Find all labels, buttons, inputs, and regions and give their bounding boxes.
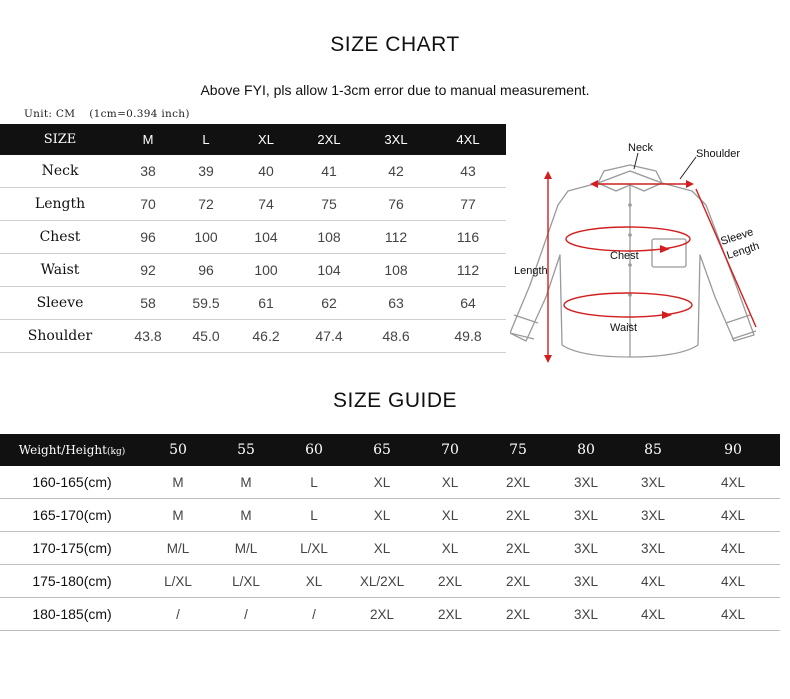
unit-conversion: (1cm=0.394 inch) bbox=[89, 108, 190, 120]
measurement-value: 39 bbox=[176, 155, 236, 188]
size-guide-header bbox=[0, 434, 780, 466]
size-chart-row bbox=[0, 188, 506, 221]
size-chart-header bbox=[0, 124, 506, 155]
recommended-size: / bbox=[144, 598, 212, 631]
length-label: Length bbox=[514, 265, 548, 277]
recommended-size: L bbox=[280, 466, 348, 499]
recommended-size: 3XL bbox=[552, 565, 620, 598]
neck-label: Neck bbox=[628, 142, 654, 154]
size-chart-header-cell: L bbox=[176, 124, 236, 155]
sleeve-length-label: Length bbox=[725, 240, 761, 262]
height-label: 160-165(cm) bbox=[0, 466, 144, 499]
measurement-value: 43 bbox=[430, 155, 506, 188]
size-chart-row bbox=[0, 320, 506, 353]
recommended-size: 2XL bbox=[484, 598, 552, 631]
measurement-value: 47.4 bbox=[296, 320, 362, 353]
recommended-size: 4XL bbox=[686, 532, 780, 565]
measurement-value: 70 bbox=[120, 188, 176, 221]
measurement-label: Neck bbox=[0, 155, 120, 188]
recommended-size: M/L bbox=[144, 532, 212, 565]
recommended-size: XL bbox=[280, 565, 348, 598]
size-chart-header-cell: 3XL bbox=[362, 124, 430, 155]
measurement-value: 63 bbox=[362, 287, 430, 320]
size-guide-row bbox=[0, 499, 780, 532]
measurement-value: 77 bbox=[430, 188, 506, 221]
measurement-value: 48.6 bbox=[362, 320, 430, 353]
recommended-size: M bbox=[144, 466, 212, 499]
measurement-value: 76 bbox=[362, 188, 430, 221]
measurement-value: 58 bbox=[120, 287, 176, 320]
recommended-size: L bbox=[280, 499, 348, 532]
measurement-label: Shoulder bbox=[0, 320, 120, 353]
size-chart-header-cell: M bbox=[120, 124, 176, 155]
measurement-value: 100 bbox=[176, 221, 236, 254]
size-guide-row bbox=[0, 532, 780, 565]
weight-header-cell: 60 bbox=[280, 434, 348, 466]
weight-header-cell: 50 bbox=[144, 434, 212, 466]
size-chart-header-cell: SIZE bbox=[0, 124, 120, 155]
measurement-value: 108 bbox=[362, 254, 430, 287]
size-chart-header-cell: XL bbox=[236, 124, 296, 155]
recommended-size: 2XL bbox=[484, 499, 552, 532]
recommended-size: 4XL bbox=[686, 565, 780, 598]
measurement-value: 41 bbox=[296, 155, 362, 188]
weight-height-label: Weight/Height bbox=[18, 443, 107, 457]
recommended-size: 2XL bbox=[484, 565, 552, 598]
measurement-note: Above FYI, pls allow 1-3cm error due to manual measurement. bbox=[200, 82, 590, 98]
recommended-size: 3XL bbox=[620, 466, 686, 499]
shoulder-arrow-right bbox=[686, 180, 694, 188]
recommended-size: 4XL bbox=[620, 565, 686, 598]
recommended-size: 3XL bbox=[620, 532, 686, 565]
sleeve-label: Sleeve bbox=[719, 226, 755, 248]
recommended-size: 3XL bbox=[552, 499, 620, 532]
measurement-value: 59.5 bbox=[176, 287, 236, 320]
recommended-size: M/L bbox=[212, 532, 280, 565]
recommended-size: M bbox=[144, 499, 212, 532]
measurement-value: 64 bbox=[430, 287, 506, 320]
length-arrow-bottom bbox=[544, 355, 552, 363]
recommended-size: 4XL bbox=[686, 598, 780, 631]
length-arrow-top bbox=[544, 171, 552, 179]
recommended-size: 2XL bbox=[348, 598, 416, 631]
weight-height-header bbox=[0, 434, 144, 466]
chest-arrow bbox=[660, 245, 670, 253]
measurement-value: 116 bbox=[430, 221, 506, 254]
height-label: 165-170(cm) bbox=[0, 499, 144, 532]
shoulder-label: Shoulder bbox=[696, 148, 741, 160]
measurement-value: 112 bbox=[430, 254, 506, 287]
recommended-size: L/XL bbox=[212, 565, 280, 598]
measurement-value: 96 bbox=[176, 254, 236, 287]
recommended-size: 4XL bbox=[686, 466, 780, 499]
measurement-value: 104 bbox=[296, 254, 362, 287]
recommended-size: 2XL bbox=[484, 532, 552, 565]
recommended-size: / bbox=[212, 598, 280, 631]
recommended-size: / bbox=[280, 598, 348, 631]
recommended-size: 2XL bbox=[416, 598, 484, 631]
measurement-label: Length bbox=[0, 188, 120, 221]
recommended-size: 2XL bbox=[416, 565, 484, 598]
weight-header-cell: 70 bbox=[416, 434, 484, 466]
chest-label: Chest bbox=[610, 250, 639, 262]
recommended-size: 4XL bbox=[686, 499, 780, 532]
recommended-size: M bbox=[212, 499, 280, 532]
measurement-value: 46.2 bbox=[236, 320, 296, 353]
height-label: 170-175(cm) bbox=[0, 532, 144, 565]
measurement-value: 62 bbox=[296, 287, 362, 320]
recommended-size: 4XL bbox=[620, 598, 686, 631]
measurement-label: Sleeve bbox=[0, 287, 120, 320]
height-label: 175-180(cm) bbox=[0, 565, 144, 598]
shirt-button bbox=[628, 203, 632, 207]
recommended-size: M bbox=[212, 466, 280, 499]
size-guide-table bbox=[0, 434, 780, 631]
unit-label: Unit: CM bbox=[24, 108, 76, 120]
size-guide-row bbox=[0, 466, 780, 499]
size-guide-title: SIZE GUIDE bbox=[332, 389, 458, 412]
measurement-value: 40 bbox=[236, 155, 296, 188]
size-chart-row bbox=[0, 155, 506, 188]
recommended-size: XL bbox=[416, 499, 484, 532]
unit-note bbox=[24, 108, 190, 120]
measurement-value: 43.8 bbox=[120, 320, 176, 353]
size-chart-header-cell: 4XL bbox=[430, 124, 506, 155]
recommended-size: XL bbox=[416, 532, 484, 565]
measurement-value: 72 bbox=[176, 188, 236, 221]
shirt-button bbox=[628, 233, 632, 237]
measurement-value: 108 bbox=[296, 221, 362, 254]
shirt-button bbox=[628, 293, 632, 297]
shirt-measurement-diagram bbox=[510, 135, 780, 375]
recommended-size: 3XL bbox=[552, 598, 620, 631]
size-guide-row bbox=[0, 598, 780, 631]
weight-header-cell: 55 bbox=[212, 434, 280, 466]
recommended-size: XL bbox=[348, 466, 416, 499]
measurement-value: 38 bbox=[120, 155, 176, 188]
size-chart-row bbox=[0, 221, 506, 254]
size-chart-row bbox=[0, 254, 506, 287]
measurement-value: 92 bbox=[120, 254, 176, 287]
recommended-size: XL bbox=[348, 532, 416, 565]
measurement-value: 42 bbox=[362, 155, 430, 188]
size-chart-title: SIZE CHART bbox=[330, 33, 460, 56]
waist-measure-loop bbox=[564, 293, 692, 317]
measurement-value: 49.8 bbox=[430, 320, 506, 353]
recommended-size: 3XL bbox=[552, 466, 620, 499]
weight-header-cell: 85 bbox=[620, 434, 686, 466]
measurement-value: 96 bbox=[120, 221, 176, 254]
size-chart-header-cell: 2XL bbox=[296, 124, 362, 155]
size-chart-row bbox=[0, 287, 506, 320]
weight-header-cell: 90 bbox=[686, 434, 780, 466]
recommended-size: XL bbox=[416, 466, 484, 499]
measurement-value: 74 bbox=[236, 188, 296, 221]
weight-unit-label: (kg) bbox=[106, 447, 126, 457]
measurement-value: 75 bbox=[296, 188, 362, 221]
measurement-value: 112 bbox=[362, 221, 430, 254]
recommended-size: 3XL bbox=[620, 499, 686, 532]
measurement-value: 61 bbox=[236, 287, 296, 320]
size-guide-row bbox=[0, 565, 780, 598]
measurement-value: 45.0 bbox=[176, 320, 236, 353]
height-label: 180-185(cm) bbox=[0, 598, 144, 631]
shirt-button bbox=[628, 263, 632, 267]
measurement-value: 100 bbox=[236, 254, 296, 287]
shirt-pocket bbox=[652, 239, 686, 267]
weight-header-cell: 75 bbox=[484, 434, 552, 466]
recommended-size: 3XL bbox=[552, 532, 620, 565]
recommended-size: L/XL bbox=[144, 565, 212, 598]
waist-arrow bbox=[662, 311, 672, 319]
shoulder-arrow-left bbox=[590, 180, 598, 188]
weight-header-cell: 65 bbox=[348, 434, 416, 466]
recommended-size: 2XL bbox=[484, 466, 552, 499]
waist-label: Waist bbox=[610, 322, 638, 334]
recommended-size: XL bbox=[348, 499, 416, 532]
size-chart-table bbox=[0, 124, 506, 353]
sleeve-measure-line bbox=[696, 189, 756, 327]
shoulder-pointer bbox=[680, 157, 696, 179]
measurement-value: 104 bbox=[236, 221, 296, 254]
weight-header-cell: 80 bbox=[552, 434, 620, 466]
measurement-label: Chest bbox=[0, 221, 120, 254]
recommended-size: L/XL bbox=[280, 532, 348, 565]
measurement-label: Waist bbox=[0, 254, 120, 287]
recommended-size: XL/2XL bbox=[348, 565, 416, 598]
